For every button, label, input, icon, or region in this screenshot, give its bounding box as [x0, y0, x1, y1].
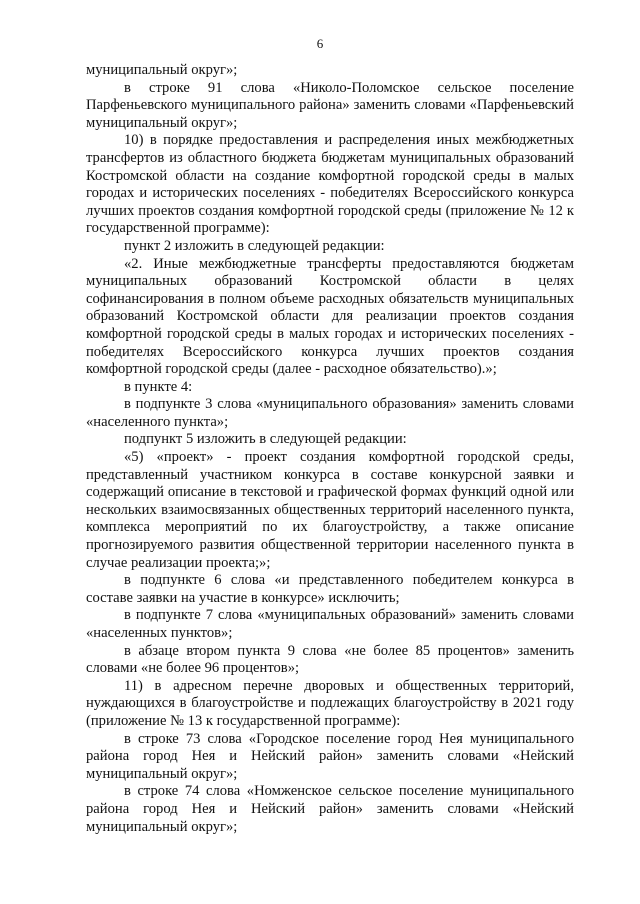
paragraph: в подпункте 3 слова «муниципального образования» заменить словами «населенного пункта»;: [86, 396, 574, 430]
paragraph: в строке 73 слова «Городское поселение город Нея муниципального района город Нея и Нейский район» заменить словами «Нейский муниципальный округ»;: [86, 730, 574, 782]
paragraph: в пункте 4:: [124, 378, 193, 395]
paragraph: муниципальный округ»;: [86, 62, 238, 78]
paragraph: 10) в порядке предоставления и распределения иных межбюджетных трансфертов из областного бюджета бюджетам муниципальных образований Костромской области на создание комфортной городской среды в малых городах и исторических поселениях - победителях Всероссийского конкурса лучших проектов создания комфортной городской среды (приложение № 12 к государственной программе):: [86, 132, 574, 237]
paragraph: в подпункте 7 слова «муниципальных образований» заменить словами «населенных пунктов»;: [86, 607, 574, 641]
paragraph: в строке 91 слова «Николо-Поломское сельское поселение Парфеньевского муниципального района» заменить словами «Парфеньевский муниципальный округ»;: [86, 79, 574, 131]
paragraph: в подпункте 6 слова «и представленного победителем конкурса в составе заявки на участие в конкурсе» исключить;: [86, 572, 574, 606]
paragraph: 11) в адресном перечне дворовых и общественных территорий, нуждающихся в благоустройстве и подлежащих благоустройству в 2021 году (приложение № 13 к государственной программе):: [86, 677, 574, 729]
paragraph: в строке 74 слова «Номженское сельское поселение муниципального района город Нея и Нейский район» заменить словами «Нейский муниципальный округ»;: [86, 783, 574, 835]
document-body: [86, 62, 574, 836]
page-number: 6: [316, 36, 324, 51]
paragraph: пункт 2 изложить в следующей редакции:: [124, 237, 385, 254]
paragraph: подпункт 5 изложить в следующей редакции:: [124, 431, 407, 448]
paragraph: «5) «проект» - проект создания комфортной городской среды, представленный участником конкурса в составе конкурсной заявки и содержащий описание в текстовой и графической формах функций одной или нескольких взаимосвязанных общественных территорий населенного пункта, комплекса мероприятий по их благоустройству, а также описание прогнозируемого развития общественной территории населенного пункта в случае реализации проекта;»;: [86, 449, 574, 571]
paragraph: в абзаце втором пункта 9 слова «не более 85 процентов» заменить словами «не более 96 процентов»;: [86, 642, 574, 677]
paragraph: «2. Иные межбюджетные трансферты предоставляются бюджетам муниципальных образований Костромской области в целях софинансирования в полном объеме расходных обязательств муниципальных образований Костромской области для реализации проектов создания комфортной городской среды в малых городах и исторических поселениях - победителях Всероссийского конкурса лучших проектов создания комфортной городской среды (далее - расходное обязательство).»;: [86, 255, 574, 378]
